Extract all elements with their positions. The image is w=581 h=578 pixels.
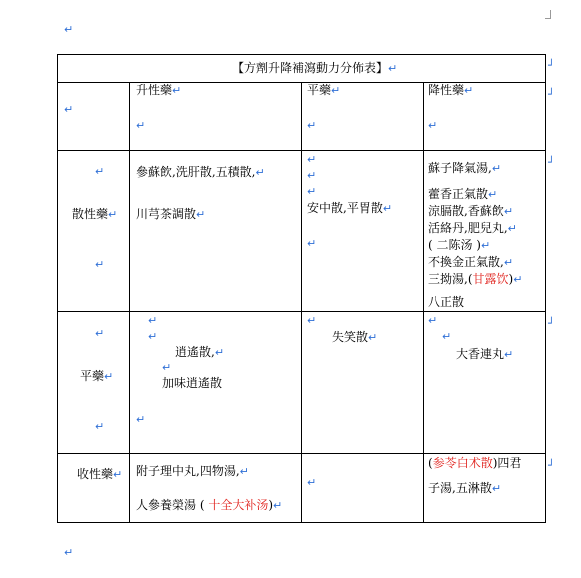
paragraph-mark: ↵	[307, 169, 317, 182]
row-end-mark: ┘	[548, 459, 555, 472]
row-end-mark: ┘	[548, 88, 555, 101]
fall-formula-line: 活絡丹,肥兒丸,↵	[428, 221, 517, 235]
row-label-disperse: 散性藥↵	[72, 207, 118, 221]
row-end-mark: ┘	[548, 156, 555, 169]
paragraph-mark: ↵	[428, 119, 438, 132]
fall-formula-line: 大香連丸↵	[456, 347, 514, 361]
row-disperse-neutral-cell	[302, 151, 424, 312]
rise-formula-line: 附子理中丸,四物湯,↵	[136, 464, 249, 478]
rise-formula-line: 加味逍遙散	[162, 376, 223, 390]
paragraph-mark: ↵	[95, 420, 105, 433]
paragraph-mark: ↵	[428, 314, 438, 327]
paragraph-mark: ↵	[307, 476, 317, 489]
rise-formula-line: 逍遙散,↵	[175, 345, 225, 359]
paragraph-mark: ↵	[95, 165, 105, 178]
fall-formula-line: 子湯,五淋散↵	[428, 481, 502, 495]
neutral-formula-line: 失笑散↵	[332, 330, 378, 344]
row-end-mark: ┘	[548, 317, 555, 330]
paragraph-mark: ↵	[64, 23, 74, 36]
row-astringe-label-cell	[58, 454, 130, 523]
fall-formula-line: ( 二陈汤 )↵	[428, 238, 491, 252]
highlighted-formula: 十全大补汤	[208, 498, 269, 512]
fall-formula-line: 藿香正氣散↵	[428, 187, 498, 201]
paragraph-mark: ↵	[307, 185, 317, 198]
paragraph-mark: ↵	[136, 119, 146, 132]
row-disperse-label-cell	[58, 151, 130, 312]
fall-formula-line: (参苓白术散)四君	[428, 456, 522, 470]
col-header-neutral: 平藥↵	[307, 83, 341, 97]
paragraph-mark: ↵	[64, 103, 74, 116]
row-label-astringe: 收性藥↵	[77, 467, 123, 481]
fall-formula-line: 蘇子降氣湯,↵	[428, 161, 502, 175]
col-header-fall: 降性藥↵	[428, 83, 474, 97]
fall-formula-line: 不換金正氣散,↵	[428, 255, 514, 269]
paragraph-mark: ↵	[307, 237, 317, 250]
paragraph-mark: ↵	[95, 258, 105, 271]
paragraph-mark: ↵	[307, 153, 317, 166]
row-end-mark: ┘	[548, 59, 555, 72]
paragraph-mark: ↵	[162, 361, 172, 374]
paragraph-mark: ↵	[95, 327, 105, 340]
paragraph-mark: ↵	[307, 314, 317, 327]
fall-formula-line: 涼膈散,香蘇飲↵	[428, 204, 514, 218]
table-title: 【方劑升降補瀉動力分佈表】↵	[232, 61, 398, 75]
fall-formula-line: 八正散	[428, 295, 465, 309]
rise-formula-line: 川芎茶調散↵	[136, 207, 206, 221]
paragraph-mark: ↵	[148, 314, 158, 327]
neutral-formula-line: 安中散,平胃散↵	[307, 201, 393, 215]
fall-formula-line: 三拗湯,(甘露饮)↵	[428, 272, 523, 286]
margin-corner-mark	[545, 10, 551, 19]
col-header-rise: 升性藥↵	[136, 83, 182, 97]
row-astringe-neutral-cell	[302, 454, 424, 523]
formula-distribution-table	[57, 54, 546, 523]
highlighted-formula: 甘露饮	[472, 272, 509, 286]
highlighted-formula: 参苓白术散	[432, 456, 493, 470]
rise-formula-line: 參蘇飲,洗肝散,五積散,↵	[136, 165, 265, 179]
paragraph-mark: ↵	[136, 413, 146, 426]
paragraph-mark: ↵	[64, 546, 74, 559]
paragraph-mark: ↵	[442, 330, 452, 343]
row-label-neutral: 平藥↵	[80, 369, 114, 383]
rise-formula-line: 人參養榮湯 ( 十全大补汤)↵	[136, 498, 283, 512]
paragraph-mark: ↵	[148, 330, 158, 343]
paragraph-mark: ↵	[307, 119, 317, 132]
